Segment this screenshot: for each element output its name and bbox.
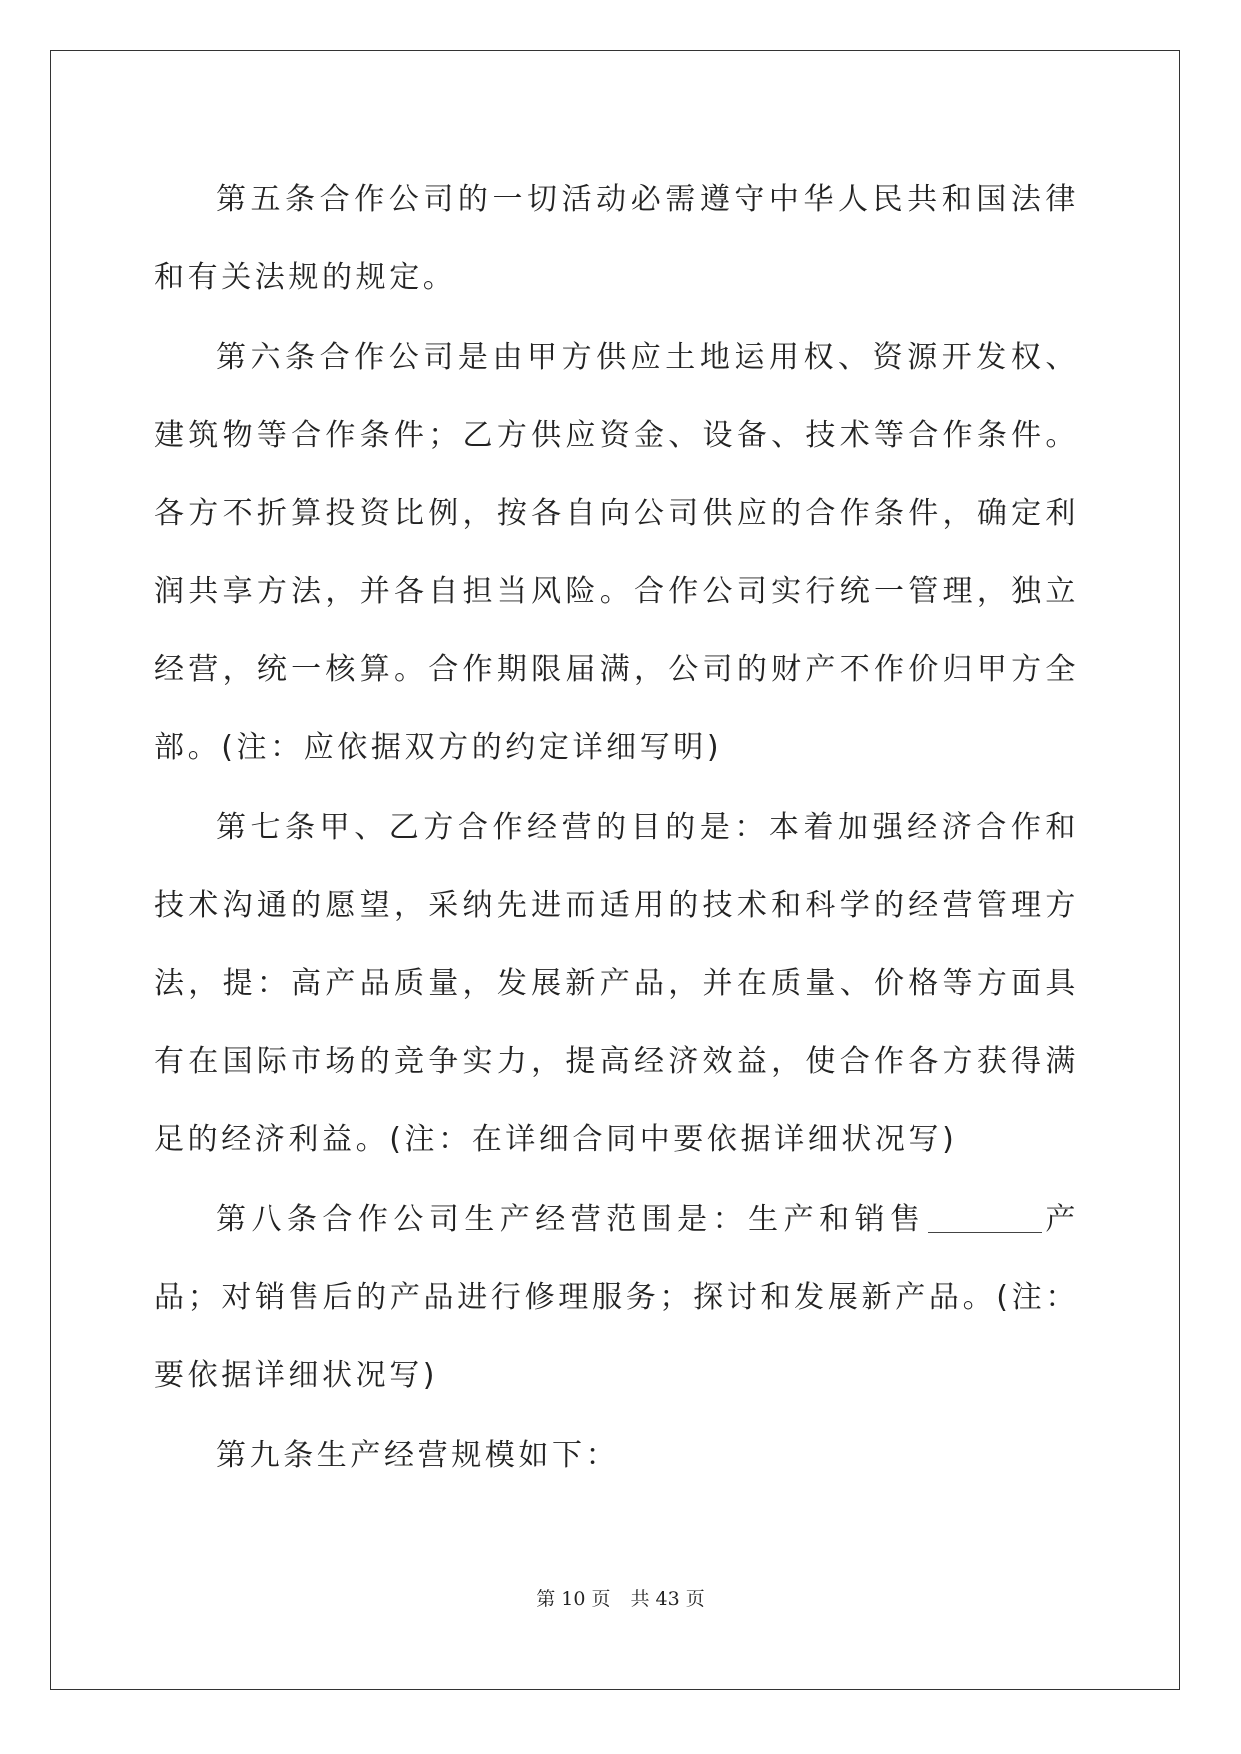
- article-8-text-after: 产品；对销售后的产品进行修理服务；探讨和发展新产品。(注：要依据详细状况写): [154, 1202, 1079, 1393]
- page-number: 第 10 页: [536, 1588, 611, 1610]
- article-6-paragraph: 第六条合作公司是由甲方供应土地运用权、资源开发权、建筑物等合作条件；乙方供应资金、设备、技术等合作条件。各方不折算投资比例，按各自向公司供应的合作条件，确定利润共享方法，并各自担当风险。合作公司实行统一管理，独立经营，统一核算。合作期限届满，公司的财产不作价归甲方全部。(注：应依据双方的约定详细写明): [154, 340, 1079, 765]
- document-body: [154, 161, 1079, 1497]
- page-footer: [0, 1584, 1241, 1611]
- article-5-paragraph: 第五条合作公司的一切活动必需遵守中华人民共和国法律和有关法规的规定。: [154, 182, 1079, 295]
- article-8-text-before: 第八条合作公司生产经营范围是：生产和销售: [216, 1202, 926, 1237]
- total-pages: 共 43 页: [630, 1588, 705, 1610]
- article-8-paragraph: [154, 1181, 1079, 1415]
- article-9-paragraph: 第九条生产经营规模如下：: [216, 1438, 620, 1473]
- article-7-paragraph: 第七条甲、乙方合作经营的目的是：本着加强经济合作和技术沟通的愿望，采纳先进而适用的技术和科学的经营管理方法，提：高产品质量，发展新产品，并在质量、价格等方面具有在国际市场的竞争实力，提高经济效益，使合作各方获得满足的经济利益。(注：在详细合同中要依据详细状况写): [154, 810, 1079, 1157]
- product-name-blank[interactable]: [928, 1202, 1042, 1233]
